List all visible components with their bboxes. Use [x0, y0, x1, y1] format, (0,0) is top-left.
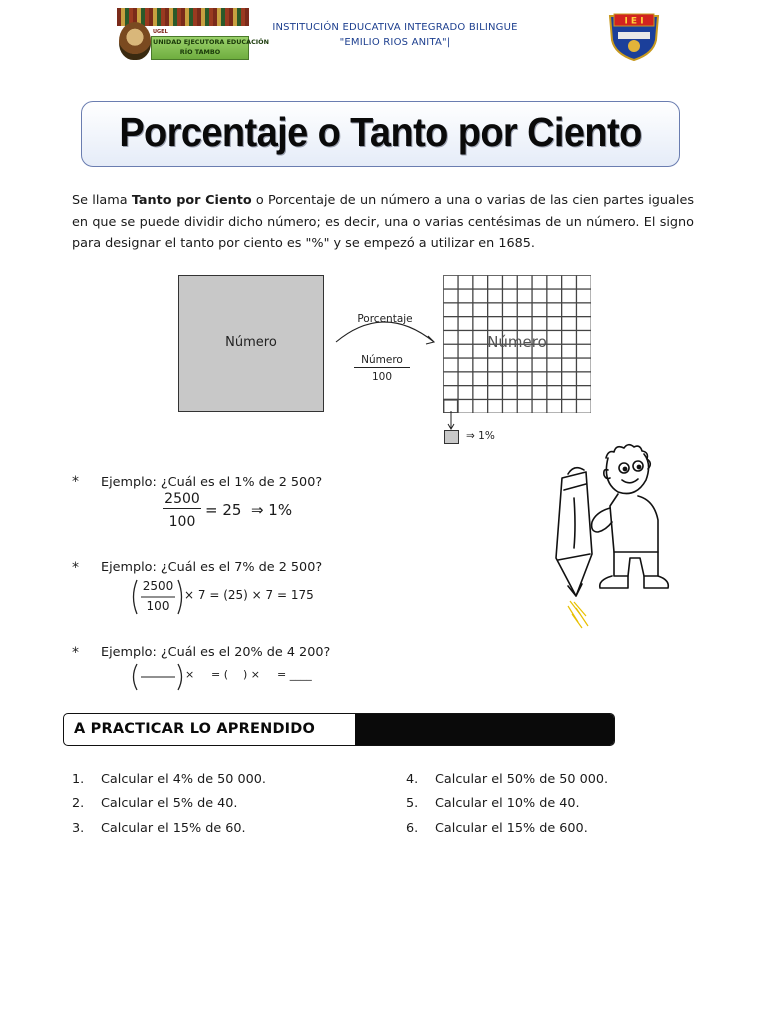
grid-cell [473, 289, 487, 302]
grid-cell [503, 358, 517, 371]
example-3-parentheses [130, 662, 186, 692]
grid-cell [444, 276, 458, 289]
problem-5 [406, 796, 580, 811]
grid-cell [444, 358, 458, 371]
grid-cell [577, 317, 591, 330]
grid-cell [503, 317, 517, 330]
number-square-label: Número [225, 335, 277, 350]
boy-with-pencil-illustration [540, 436, 670, 632]
intro-paragraph [72, 190, 694, 255]
grid-cell [532, 400, 546, 413]
grid-cell [518, 317, 532, 330]
grid-cell [547, 400, 561, 413]
grid-cell [488, 289, 502, 302]
grid-cell [444, 372, 458, 385]
grid-cell [532, 276, 546, 289]
grid-cell [518, 276, 532, 289]
grid-cell [562, 400, 576, 413]
grid-cell [547, 358, 561, 371]
example-1-bullet: * [72, 474, 79, 490]
example-1-denominator: 100 [168, 514, 196, 530]
grid-cell [577, 303, 591, 316]
grid-cell [547, 276, 561, 289]
grid-cell [458, 303, 472, 316]
problem-text: Calcular el 5% de 40. [101, 796, 238, 811]
grid-cell [577, 358, 591, 371]
grid-cell [518, 386, 532, 399]
grid-cell [532, 358, 546, 371]
grid-cell [547, 303, 561, 316]
grid-cell [488, 386, 502, 399]
problem-number: 3. [72, 821, 85, 836]
grid-cell [577, 386, 591, 399]
grid-cell [577, 400, 591, 413]
grid-cell [562, 372, 576, 385]
grid-cell [503, 289, 517, 302]
problem-number: 6. [406, 821, 419, 836]
svg-text:I E I: I E I [624, 16, 644, 27]
percentage-arrow-label: Porcentaje [357, 313, 413, 325]
grid-label: Número [487, 333, 547, 351]
grid-cell [458, 386, 472, 399]
grid-cell [473, 386, 487, 399]
example-3-blank: = ____ [277, 668, 312, 681]
intro-part-1: Se llama [72, 193, 132, 208]
practice-heading: A PRACTICAR LO APRENDIDO [74, 721, 316, 737]
intro-bold-term: Tanto por Ciento [131, 193, 252, 208]
grid-cell [503, 276, 517, 289]
problem-text: Calcular el 10% de 40. [435, 796, 580, 811]
grid-cell [444, 386, 458, 399]
grid-cell [473, 358, 487, 371]
institution-line-1: INSTITUCIÓN EDUCATIVA INTEGRADO BILINGUE [272, 22, 518, 33]
grid-cell [518, 358, 532, 371]
title-banner [81, 101, 680, 167]
logo-line-2: RÍO TAMBO [179, 48, 221, 56]
grid-cell [473, 372, 487, 385]
grid-cell [532, 317, 546, 330]
example-3-equals-paren: = ( [211, 668, 229, 681]
fraction-numerator: Número [354, 354, 410, 368]
grid-cell [577, 289, 591, 302]
institution-line-2: "EMILIO RIOS ANITA"| [339, 37, 451, 48]
grid-cell [562, 358, 576, 371]
grid-cell [503, 372, 517, 385]
problem-number: 4. [406, 772, 419, 787]
grid-cell [488, 303, 502, 316]
problem-6 [406, 821, 588, 836]
problem-text: Calcular el 50% de 50 000. [435, 772, 609, 787]
intro-part-2: o Porcentaje de un número a una o varias de las cien partes iguales en que se puede dividir dicho número; es decir, una o varias centésimas de un número. El signo para designar el tanto por ciento es "%" y se empezó a utilizar en 1685. [72, 193, 694, 251]
grid-cell [547, 317, 561, 330]
grid-cell [444, 289, 458, 302]
grid-cell [532, 289, 546, 302]
grid-cell [518, 400, 532, 413]
grid-cell [518, 372, 532, 385]
problem-2 [72, 796, 238, 811]
example-2-numerator: 2500 [142, 579, 174, 593]
example-1-result: = 25 ⇒ 1% [205, 501, 293, 519]
grid-cell [444, 317, 458, 330]
grid-cell [488, 358, 502, 371]
example-2-result: × 7 = (25) × 7 = 175 [184, 588, 314, 602]
practice-heading-black-band [355, 714, 615, 746]
grid-cell [488, 372, 502, 385]
grid-cell [503, 303, 517, 316]
grid-cell [503, 386, 517, 399]
grid-cell [562, 386, 576, 399]
institution-name [250, 20, 540, 50]
grid-cell [532, 386, 546, 399]
grid-cell [532, 372, 546, 385]
grid-cell [488, 317, 502, 330]
example-3-paren-times: ) × [243, 668, 261, 681]
problem-3 [72, 821, 246, 836]
grid-cell [473, 317, 487, 330]
example-3-question: Ejemplo: ¿Cuál es el 20% de 4 200? [101, 645, 331, 660]
problem-1 [72, 772, 266, 787]
grid-cell [562, 303, 576, 316]
grid-cell [458, 289, 472, 302]
grid-cell [562, 289, 576, 302]
grid-cell [547, 372, 561, 385]
problem-number: 1. [72, 772, 85, 787]
grid-cell [547, 386, 561, 399]
page-title: Porcentaje o Tanto por Ciento [119, 110, 642, 156]
grid-cell [458, 317, 472, 330]
problem-4 [406, 772, 608, 787]
example-1-question: Ejemplo: ¿Cuál es el 1% de 2 500? [101, 475, 323, 490]
example-2-question: Ejemplo: ¿Cuál es el 7% de 2 500? [101, 560, 323, 575]
example-2-denominator: 100 [146, 599, 170, 613]
problem-number: 2. [72, 796, 85, 811]
grid-cell [473, 303, 487, 316]
grid-cell [458, 276, 472, 289]
example-1-numerator: 2500 [164, 491, 200, 507]
grid-cell [577, 276, 591, 289]
grid-cell [444, 303, 458, 316]
logo-tag: UGEL [153, 29, 168, 35]
grid-cell [547, 289, 561, 302]
grid-cell [518, 289, 532, 302]
school-shield-icon [606, 10, 662, 62]
grid-cell [562, 276, 576, 289]
ugel-logo [117, 8, 269, 62]
example-3-bullet: * [72, 645, 79, 661]
grid-cell [473, 400, 487, 413]
grid-cell [458, 372, 472, 385]
grid-cell [518, 303, 532, 316]
grid-cell [488, 400, 502, 413]
grid-cell [458, 358, 472, 371]
problem-text: Calcular el 4% de 50 000. [101, 772, 266, 787]
problem-text: Calcular el 15% de 60. [101, 821, 246, 836]
grid-cell [532, 303, 546, 316]
fraction-denominator: 100 [371, 371, 393, 383]
grid-cell [562, 317, 576, 330]
one-percent-label: ⇒ 1% [466, 430, 495, 442]
example-3-times-1: × [185, 668, 195, 681]
problem-text: Calcular el 15% de 600. [435, 821, 588, 836]
problem-number: 5. [406, 796, 419, 811]
one-percent-square [444, 430, 459, 444]
practice-heading-bar [63, 713, 615, 746]
grid-cell [577, 372, 591, 385]
grid-cell [488, 276, 502, 289]
logo-line-1: UNIDAD EJECUTORA EDUCACIÓN [153, 38, 269, 46]
example-2-bullet: * [72, 560, 79, 576]
number-square [178, 275, 324, 412]
grid-cell [473, 276, 487, 289]
grid-cell [503, 400, 517, 413]
logo-emblem-icon [119, 22, 151, 60]
